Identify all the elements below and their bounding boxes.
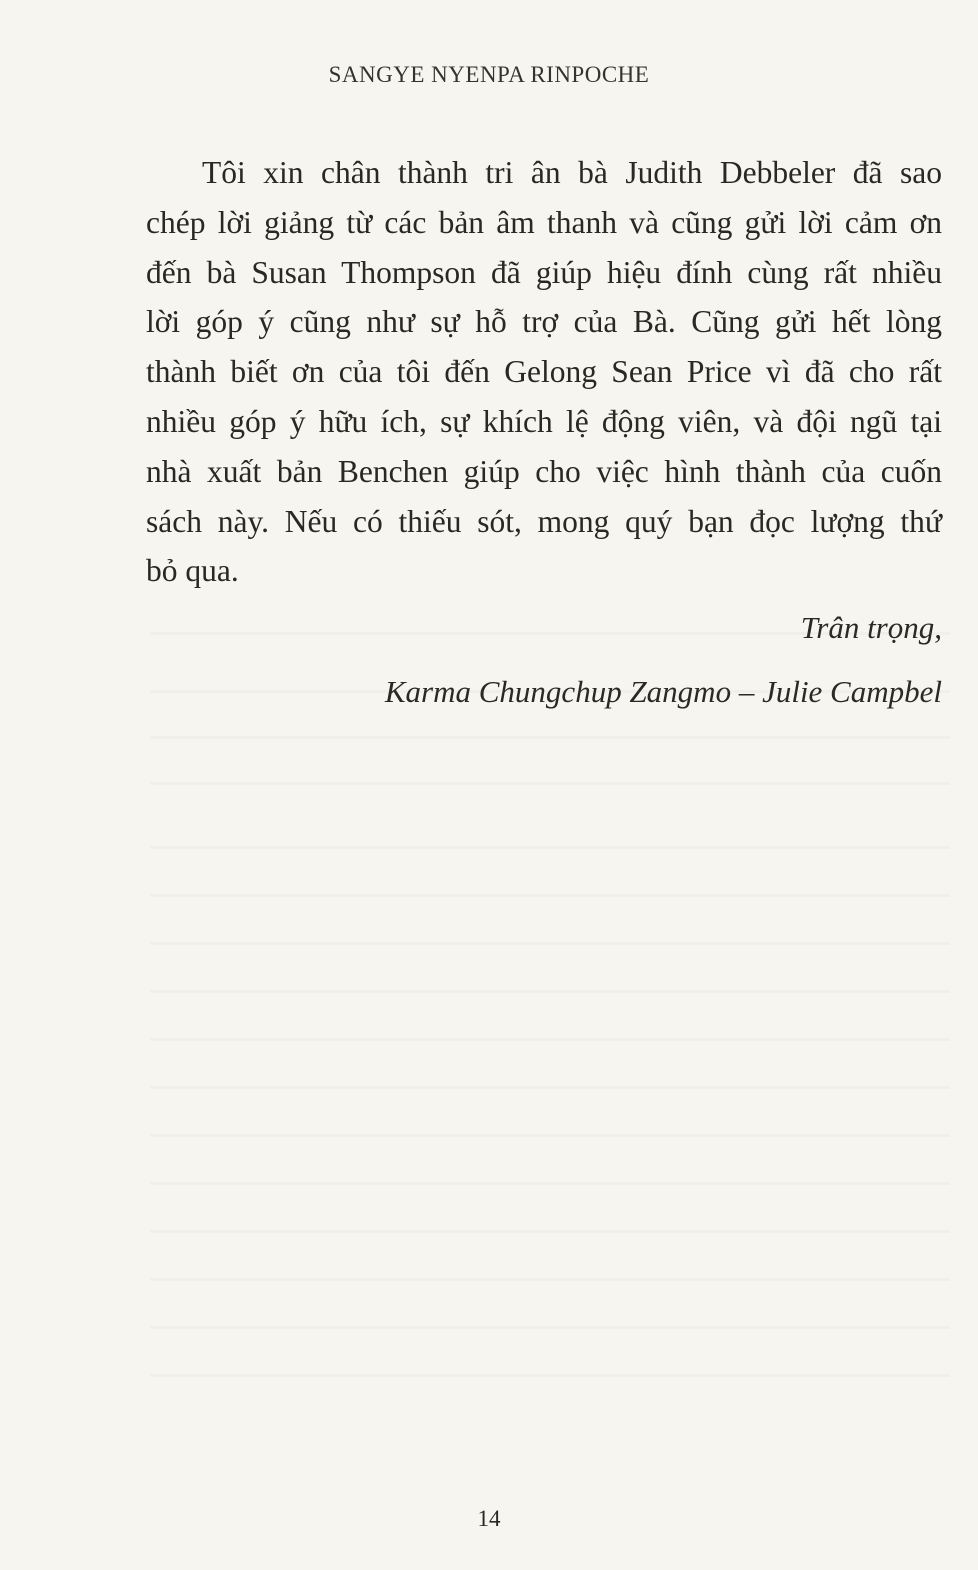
running-header: SANGYE NYENPA RINPOCHE [328,62,650,87]
signoff-author: Karma Chungchup Zangmo – Julie Campbel [384,674,942,709]
paragraph-line: đến bà Susan Thompson đã giúp hiệu đính cùng rất nhiều [146,254,942,290]
paragraph-line: sách này. Nếu có thiếu sót, mong quý bạn đọc lượng thứ [146,503,942,539]
signoff-greeting: Trân trọng, [800,610,942,645]
paragraph-line: thành biết ơn của tôi đến Gelong Sean Price vì đã cho rất [146,354,942,390]
page-number: 14 [477,1506,501,1531]
paragraph-line: nhà xuất bản Benchen giúp cho việc hình thành của cuốn [146,453,942,489]
paragraph-line: chép lời giảng từ các bản âm thanh và cũng gửi lời cảm ơn [146,204,942,240]
acknowledgement-paragraph [146,148,942,596]
paragraph-line: nhiều góp ý hữu ích, sự khích lệ động viên, và đội ngũ tại [146,403,942,439]
paragraph-line: bỏ qua. [146,553,239,589]
paragraph-line: Tôi xin chân thành tri ân bà Judith Debbeler đã sao [202,155,942,190]
paragraph-line: lời góp ý cũng như sự hỗ trợ của Bà. Cũng gửi hết lòng [146,304,942,340]
